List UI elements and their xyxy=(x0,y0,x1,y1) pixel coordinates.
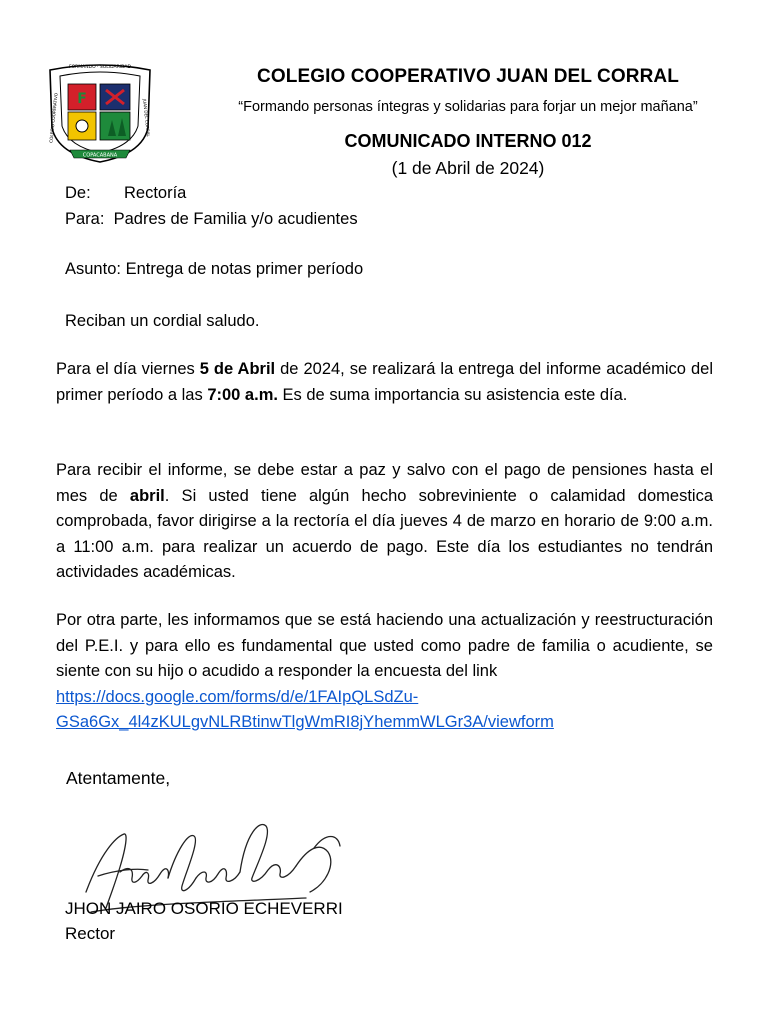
svg-text:COPACABANA: COPACABANA xyxy=(82,152,118,159)
payment-month: abril xyxy=(129,486,165,505)
svg-text:F: F xyxy=(77,91,87,107)
from-value: Rectoría xyxy=(124,184,187,202)
to-label: Para: xyxy=(65,210,105,228)
paragraph-pei-survey: Por otra parte, les informamos que se está haciendo una actualización y reestructuración del P.E.I. y para ello es fundamental que usted como padre de familia o acudiente, se siente con su hijo o acudido a responder la encuesta del link https://docs.google.com/forms/d/e/1FAIpQLSdZu- GSa6Gx_4l4zKULgvNLRBtinwTlgWmRI8jYhemmWLGr3A/viewform xyxy=(56,608,713,736)
paragraph-report-delivery: Para el día viernes 5 de Abril de 2024, se realizará la entrega del informe académico del primer período a las 7:00 a.m. Es de suma importancia su asistencia este día. xyxy=(56,360,713,404)
svg-text:JUAN DEL CORRAL: JUAN DEL CORRAL xyxy=(142,98,151,138)
delivery-date: 5 de Abril xyxy=(199,360,276,378)
school-name: COLEGIO COOPERATIVO JUAN DEL CORRAL xyxy=(257,66,679,87)
subject-row xyxy=(65,260,363,279)
from-row xyxy=(65,184,186,203)
from-label: De: xyxy=(65,184,91,202)
to-value: Padres de Familia y/o acudientes xyxy=(113,210,358,228)
delivery-time: 7:00 a.m. xyxy=(207,385,278,404)
to-row xyxy=(65,210,358,229)
svg-text:COLEGIO COOPERATIVO: COLEGIO COOPERATIVO xyxy=(48,92,59,144)
school-motto: “Formando personas íntegras y solidarias para forjar un mejor mañana” xyxy=(238,99,698,115)
sign-off: Atentamente, xyxy=(66,768,171,788)
paragraph-payment-requirement: Para recibir el informe, se debe estar a paz y salvo con el pago de pensiones hasta el mes de abril. Si usted tiene algún hecho sobreviniente o calamidad domestica comprobada, favor dirigirse a la rectoría el día jueves 4 de marzo en horario de 9:00 a.m. a 11:00 a.m. para realizar un acuerdo de pago. Este día los estudiantes no tendrán actividades académicas. xyxy=(56,461,713,581)
greeting: Reciban un cordial saludo. xyxy=(65,312,260,330)
signer-name: JHON JAIRO OSORIO ECHEVERRI xyxy=(65,899,343,918)
school-crest-logo xyxy=(42,58,158,170)
communique-date: (1 de Abril de 2024) xyxy=(391,158,545,178)
subject-label: Asunto: xyxy=(65,260,121,278)
signer-role: Rector xyxy=(65,924,116,943)
communique-title: COMUNICADO INTERNO 012 xyxy=(344,131,592,151)
survey-link[interactable]: https://docs.google.com/forms/d/e/1FAIpQLSdZu- GSa6Gx_4l4zKULgvNLRBtinwTlgWmRI8jYhemmWLGr3A/viewform xyxy=(56,687,554,731)
subject-value: Entrega de notas primer período xyxy=(125,260,364,278)
svg-text:FORMANDO · SOLIDARIDAD: FORMANDO · SOLIDARIDAD xyxy=(69,65,131,70)
